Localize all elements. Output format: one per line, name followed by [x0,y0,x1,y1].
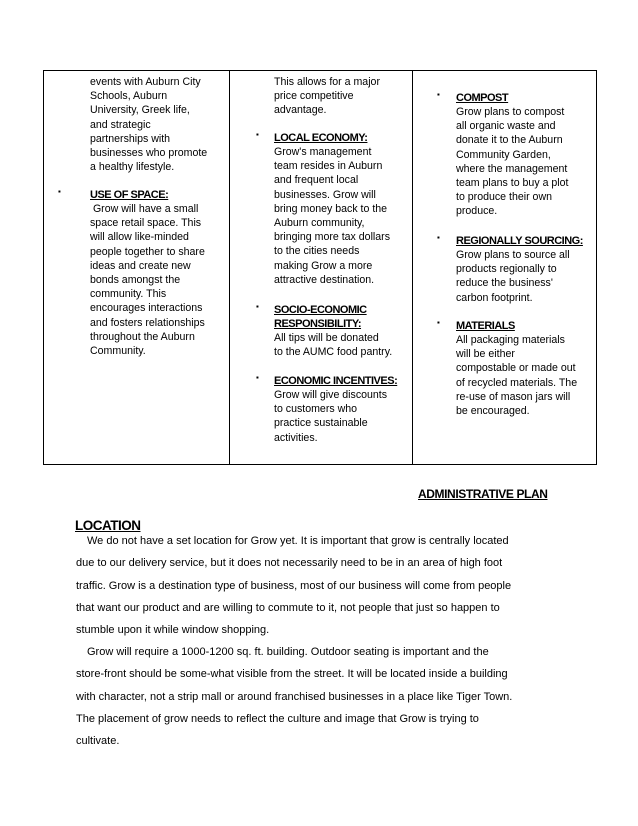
bullet-icon: ▪ [256,130,259,139]
bullet-icon: ▪ [256,302,259,311]
compost-text: Grow plans to compost all organic waste and donate it to the Auburn Community Garden, where the management team plans to buy a plot to produce their own produce. [456,106,569,218]
table-column-3 [413,71,596,464]
strategy-table [43,70,597,465]
materials-text: All packaging materials will be either compostable or made out of recycled materials. The re-use of mason jars will be encouraged. [456,334,578,418]
local-economy-text: Grow's management team resides in Auburn and frequent local businesses. Grow will bring money back to the Auburn community, bringing more tax dollars to the cities needs making Grow a more attractive destination. [274,146,390,286]
socio-economic-text: All tips will be donated to the AUMC food pantry. [274,332,393,359]
use-of-space-heading: USE OF SPACE: [90,189,169,201]
regionally-sourcing-text: Grow plans to source all products regionally to reduce the business' carbon footprint. [456,249,570,304]
column-1-intro-text: events with Auburn City Schools, Auburn University, Greek life, and strategic partnerships with businesses who promote a healthy lifestyle. [90,76,208,174]
economic-incentives-text: Grow will give discounts to customers who practice sustainable activities. [274,389,388,444]
location-paragraph-2: Grow will require a 1000-1200 sq. ft. building. Outdoor seating is important and the store-front should be some-what visible from the street. It will be located inside a building with character, not a strip mall or around franchised businesses in a place like Tiger Town. The placement of grow needs to reflect the culture and image that Grow is trying to cultivate. [76,646,513,748]
economic-incentives-heading: ECONOMIC INCENTIVES: [274,375,398,387]
bullet-icon: ▪ [256,373,259,382]
compost-heading: COMPOST [456,92,509,104]
administrative-plan-title: ADMINISTRATIVE PLAN [418,487,548,501]
bullet-icon: ▪ [58,187,61,196]
location-paragraph-1: We do not have a set location for Grow yet. It is important that grow is centrally located due to our delivery service, but it does not necessarily need to be in an area of high foot traffic. Grow is a destination type of business, most of our business will come from people that want our product and are willing to commute to it, not people that just so happen to stumble upon it while window shopping. [76,535,512,637]
table-column-1 [44,71,230,464]
bullet-icon: ▪ [437,233,440,242]
bullet-icon: ▪ [437,318,440,327]
regionally-sourcing-heading: REGIONALLY SOURCING: [456,235,583,247]
column-2-intro-text: This allows for a major price competitive advantage. [274,76,380,117]
materials-heading: MATERIALS [456,320,515,332]
bullet-icon: ▪ [437,90,440,99]
use-of-space-text: Grow will have a small space retail space. This will allow like-minded people together to share ideas and create new bonds amongst the community. This encourages interactions and fosters relationships throughout the Auburn Community. [90,203,205,358]
table-column-2 [230,71,413,464]
socio-economic-heading: SOCIO-ECONOMIC RESPONSIBILITY: [274,304,367,331]
local-economy-heading: LOCAL ECONOMY: [274,132,368,144]
location-heading: LOCATION [75,518,141,533]
